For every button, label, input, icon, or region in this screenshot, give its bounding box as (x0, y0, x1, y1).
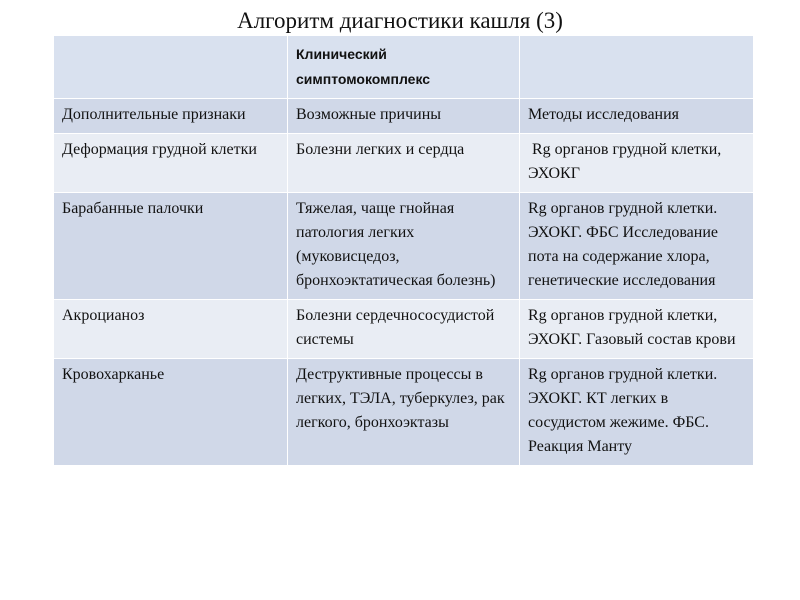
table-header-row (54, 36, 754, 99)
diagnostic-table (53, 35, 754, 466)
table-cell: Болезни сердечнососудистой системы (288, 300, 520, 359)
table-row (54, 300, 754, 359)
table-row (54, 99, 754, 134)
header-cell-3 (520, 36, 754, 99)
table-row (54, 193, 754, 300)
table-cell: Методы исследования (520, 99, 754, 134)
table-cell: Барабанные палочки (54, 193, 288, 300)
table-cell: Болезни легких и сердца (288, 134, 520, 193)
table-cell: Rg органов грудной клетки. ЭХОКГ. КТ легких в сосудистом жежиме. ФБС. Реакция Манту (520, 359, 754, 466)
table-cell: Тяжелая, чаще гнойная патология легких (муковисцедоз, бронхоэктатическая болезнь) (288, 193, 520, 300)
table-row (54, 134, 754, 193)
table-cell: Деструктивные процессы в легких, ТЭЛА, туберкулез, рак легкого, бронхоэктазы (288, 359, 520, 466)
header-cell-2: Клинический симптомокомплекс (288, 36, 520, 99)
table-cell: Возможные причины (288, 99, 520, 134)
table-cell: Кровохарканье (54, 359, 288, 466)
table-cell: Акроцианоз (54, 300, 288, 359)
table-cell: Rg органов грудной клетки, ЭХОКГ (520, 134, 754, 193)
table-cell: Rg органов грудной клетки, ЭХОКГ. Газовый состав крови (520, 300, 754, 359)
header-cell-1 (54, 36, 288, 99)
table-row (54, 359, 754, 466)
page-title: Алгоритм диагностики кашля (3) (237, 8, 563, 33)
table-cell: Деформация грудной клетки (54, 134, 288, 193)
table-cell: Rg органов грудной клетки. ЭХОКГ. ФБС Исследование пота на содержание хлора, генетические исследования (520, 193, 754, 300)
table-cell: Дополнительные признаки (54, 99, 288, 134)
